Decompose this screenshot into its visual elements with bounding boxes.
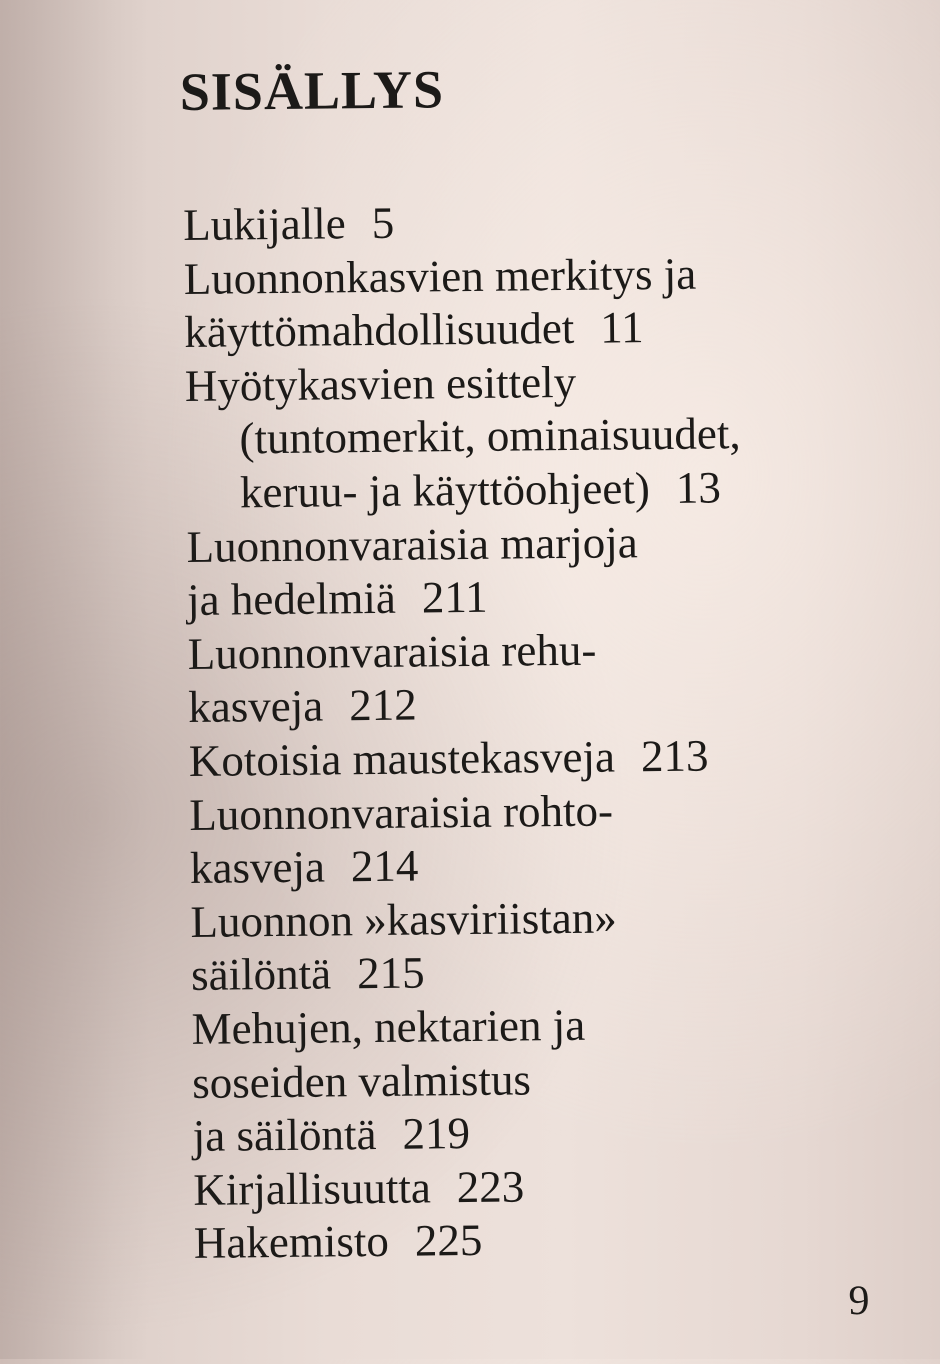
toc-entry-text: Lukijalle (182, 198, 346, 250)
toc-page-number (639, 785, 640, 835)
toc-entry-text: Luonnon »kasviriistan» (190, 892, 617, 947)
toc-page-number: 11 (600, 302, 644, 353)
toc-line (183, 192, 884, 253)
toc-line (187, 567, 888, 628)
toc-page-number (557, 1054, 558, 1104)
toc-entry-text: Luonnonvaraisia rehu- (187, 624, 597, 679)
toc-entry-text: Kirjallisuutta (193, 1162, 432, 1215)
page-title: SISÄLLYS (179, 59, 445, 123)
toc-page-number (663, 517, 664, 567)
toc-entry-text: Luonnonvaraisia rohto- (189, 785, 614, 840)
toc-page-number: 225 (414, 1215, 483, 1266)
toc-entry-text: Hyötykasvien esittely (184, 356, 577, 411)
toc-line (191, 942, 892, 1003)
toc-line (187, 620, 888, 681)
toc-line (190, 835, 891, 896)
toc-line (188, 674, 889, 735)
toc-line (189, 728, 890, 789)
toc-page-number: 211 (421, 571, 488, 623)
toc-page-number (766, 408, 767, 458)
toc-entry-text: käyttömahdollisuudet (184, 303, 575, 358)
toc-page-number (602, 356, 603, 406)
page-number: 9 (848, 1277, 870, 1325)
toc-page-number: 215 (356, 947, 425, 999)
toc-page-number: 223 (456, 1161, 525, 1212)
table-of-contents (183, 192, 894, 1271)
toc-page-number: 13 (675, 462, 722, 513)
toc-page-number: 214 (350, 840, 419, 892)
toc-line (190, 888, 891, 949)
toc-entry-text: kasveja (189, 841, 326, 894)
toc-entry-text: keruu- ja käyttöohjeet) (239, 463, 651, 518)
toc-entry-text: (tuntomerkit, ominaisuudet, (239, 408, 741, 464)
toc-entry-text: Mehujen, nektarien ja (191, 999, 586, 1054)
toc-entry-text: kasveja (188, 680, 324, 733)
toc-line (192, 1103, 893, 1164)
toc-line (186, 460, 887, 521)
toc-page-number (622, 624, 623, 674)
toc-page-number (642, 892, 643, 942)
toc-page-number: 5 (371, 197, 395, 249)
toc-entry-text: ja hedelmiä (186, 572, 397, 626)
toc-entry-text: Kotoisia maustekasveja (188, 731, 616, 786)
toc-line (194, 1210, 895, 1271)
toc-line (184, 245, 885, 306)
toc-line (193, 1156, 894, 1217)
toc-entry-text: soseiden valmistus (191, 1053, 532, 1108)
toc-page-number (722, 248, 723, 298)
toc-entry-text: säilöntä (190, 948, 332, 1001)
toc-line (191, 996, 892, 1057)
toc-line (184, 299, 885, 360)
toc-line (189, 781, 890, 842)
toc-entry-text: Luonnonkasvien merkitys ja (183, 248, 697, 304)
toc-page-number: 212 (348, 679, 417, 731)
toc-line (192, 1049, 893, 1110)
toc-line (185, 352, 886, 413)
toc-entry-text: ja säilöntä (192, 1109, 377, 1162)
toc-entry-text: Hakemisto (193, 1216, 390, 1269)
toc-page-number: 213 (640, 730, 709, 782)
toc-line (185, 406, 886, 467)
toc-page-number: 219 (402, 1108, 471, 1159)
toc-line (186, 513, 887, 574)
toc-page-number (611, 999, 612, 1049)
toc-entry-text: Luonnonvaraisia marjoja (186, 516, 638, 572)
